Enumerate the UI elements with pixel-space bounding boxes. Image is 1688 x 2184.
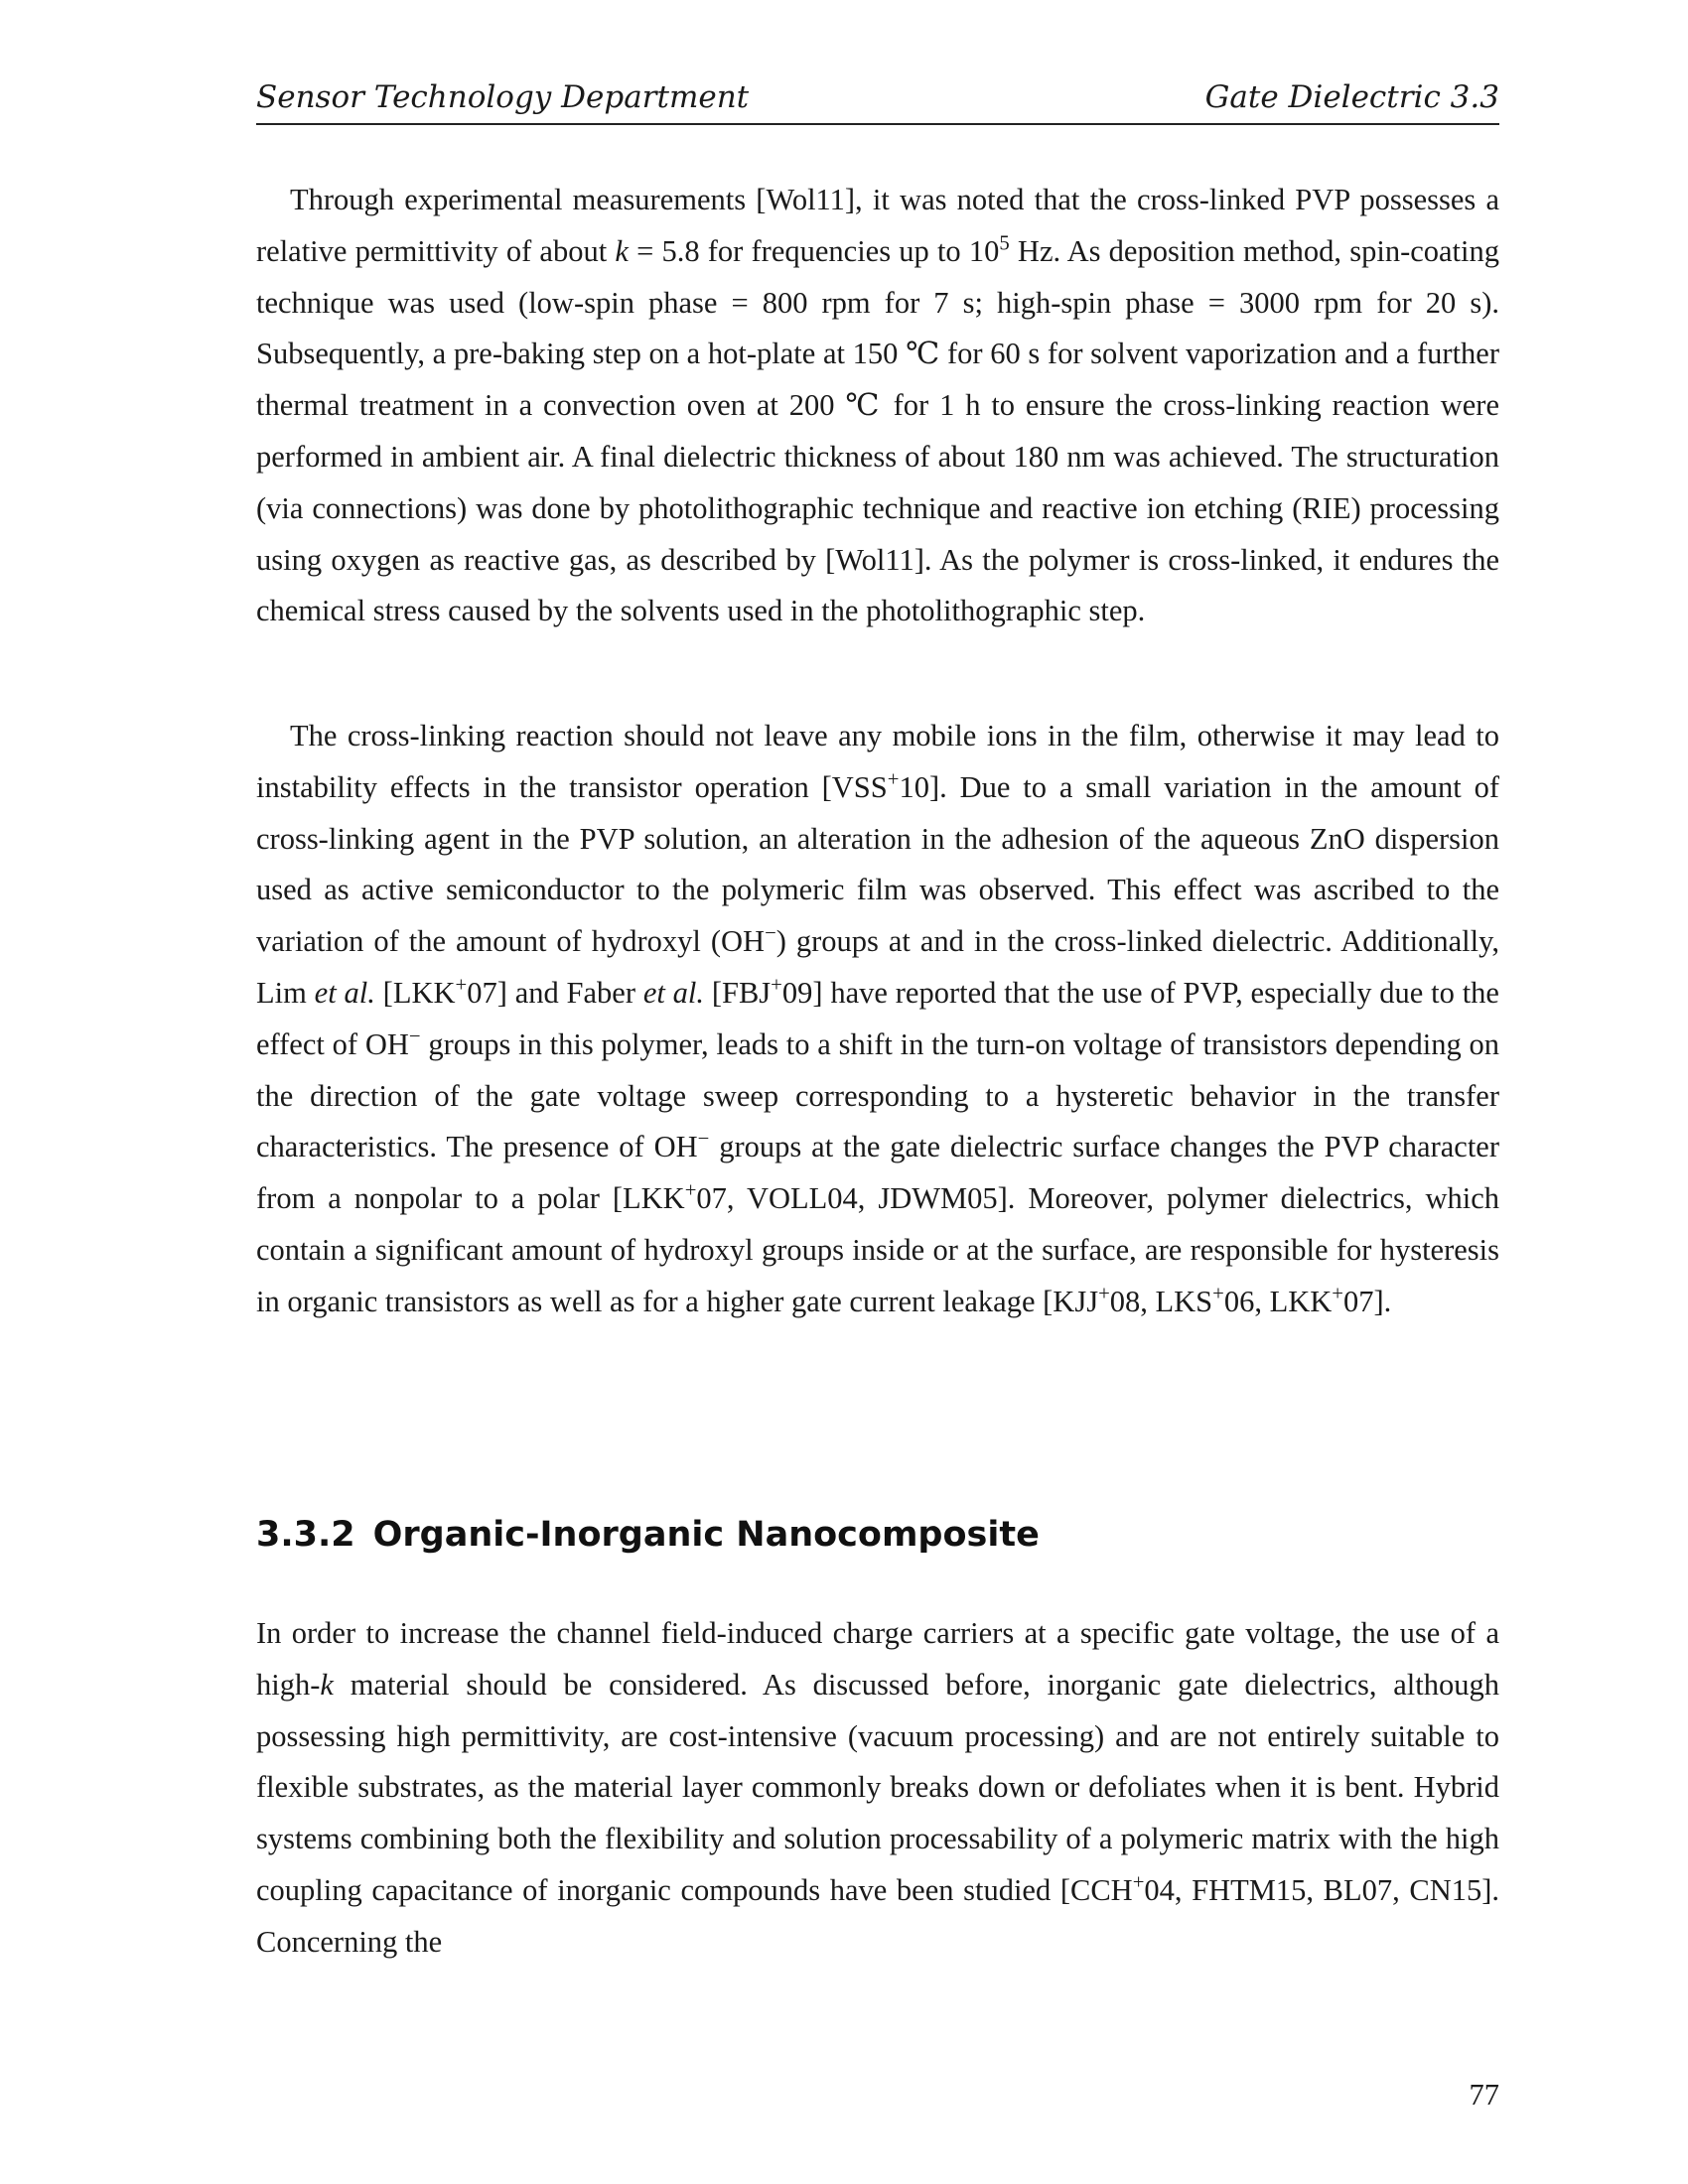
superscript: +	[771, 974, 782, 997]
superscript: +	[887, 768, 900, 791]
text-run: groups at the gate dielectric surface changes the PVP character from a nonpolar to a polar [LKK	[256, 1130, 1499, 1216]
text-run: 04, FHTM15, BL07, CN15]. Concerning the	[256, 1872, 1500, 1959]
text-run: The cross-linking reaction should not leave any mobile ions in the film, otherwise it may lead to instability effects in the transistor operation [VSS	[256, 719, 1499, 804]
symbol-k: k	[320, 1667, 334, 1702]
superscript: +	[455, 974, 468, 997]
superscript: +	[1132, 1871, 1145, 1894]
text-run: = 5.8 for frequencies up to 10	[628, 233, 1000, 268]
superscript: 5	[999, 232, 1010, 255]
header-left: Sensor Technology Department	[256, 79, 750, 115]
text-run: ) groups at and in the cross-linked dielectric. Additionally, Lim	[256, 924, 1499, 1010]
text-run: 10]. Due to a small variation in the amount of cross-linking agent in the PVP solution, an alteration in the adhesion of the aqueous ZnO dispersion used as active semiconductor to the polymeric film was observed. This effect was ascribed to the variation of the amount of hydroxyl (OH	[256, 769, 1499, 959]
text-run: 07, VOLL04, JDWM05]. Moreover, polymer dielectrics, which contain a significant amount of hydroxyl groups inside or at the surface, are responsible for hysteresis in organic transistors as well as for a higher gate current leakage [KJJ	[256, 1181, 1500, 1318]
text-run: Through experimental measurements [Wol11], it was noted that the cross-linked PVP possesses a relative permittivity of about	[256, 183, 1499, 268]
superscript: +	[1098, 1283, 1110, 1305]
superscript: −	[408, 1025, 421, 1048]
superscript: +	[1332, 1283, 1343, 1305]
symbol-k: k	[615, 233, 629, 268]
header-right: Gate Dielectric 3.3	[1204, 79, 1499, 115]
section-heading	[256, 1511, 1499, 1559]
text-run: In order to increase the channel field-induced charge carriers at a specific gate voltage, the use of a high-	[256, 1616, 1499, 1702]
superscript: +	[684, 1179, 697, 1202]
paragraph-1	[256, 175, 1499, 637]
text-run: 09] have reported that the use of PVP, especially due to the effect of OH	[256, 975, 1499, 1061]
text-run: 07] and Faber	[467, 975, 643, 1010]
italic-et-al: et al.	[314, 975, 375, 1010]
superscript: −	[765, 922, 776, 945]
text-run: [LKK	[374, 975, 456, 1010]
section-number: 3.3.2	[256, 1515, 355, 1555]
text-run: groups in this polymer, leads to a shift in the turn-on voltage of transistors depending on the direction of the gate voltage sweep corresponding to a hysteretic behavior in the transfer characteristics. The presence of OH	[256, 1026, 1499, 1164]
paragraph-3	[256, 1608, 1499, 1969]
superscript: +	[1212, 1283, 1224, 1305]
text-run: 08, LKS	[1109, 1284, 1213, 1318]
text-run: 07].	[1342, 1284, 1392, 1318]
text-run: 06, LKK	[1223, 1284, 1333, 1318]
text-run: [FBJ	[704, 975, 772, 1010]
text-run: material should be considered. As discussed before, inorganic gate dielectrics, although possessing high permittivity, are cost-intensive (vacuum processing) and are not entirely suitable to flexible substrates, as the material layer commonly breaks down or defoliates when it is bent. Hybrid systems combining both the flexibility and solution processability of a polymeric matrix with the high coupling capacitance of inorganic compounds have been studied [CCH	[256, 1667, 1499, 1907]
superscript: −	[697, 1128, 710, 1151]
italic-et-al: et al.	[642, 975, 705, 1010]
text-run: Hz. As deposition method, spin-coating technique was used (low-spin phase = 800 rpm for 7 s; high-spin phase = 3000 rpm for 20 s). Subsequently, a pre-baking step on a hot-plate at 150 ℃ for 60 s for solvent vaporization and a further thermal treatment in a convection oven at 200 ℃ for 1 h to ensure the cross-linking reaction were performed in ambient air. A final dielectric thickness of about 180 nm was achieved. The structuration (via connections) was done by photolithographic technique and reactive ion etching (RIE) processing using oxygen as reactive gas, as described by [Wol11]. As the polymer is cross-linked, it endures the chemical stress caused by the solvents used in the photolithographic step.	[256, 233, 1500, 628]
page-number: 77	[1469, 2078, 1499, 2112]
running-header	[256, 77, 1499, 125]
section-title: Organic-Inorganic Nanocomposite	[372, 1515, 1040, 1555]
paragraph-2	[256, 711, 1499, 1328]
